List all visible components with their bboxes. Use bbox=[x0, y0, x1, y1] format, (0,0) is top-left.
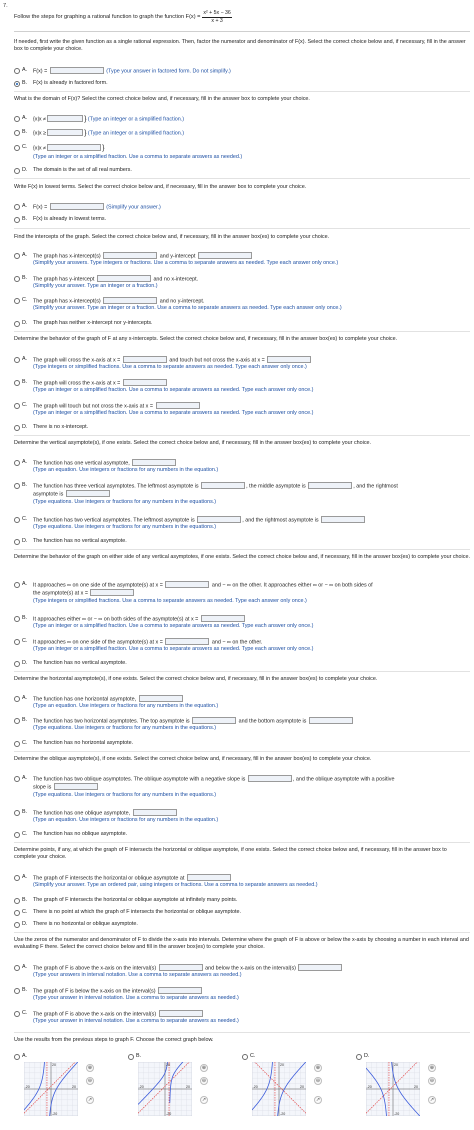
y-max-label: 20 bbox=[394, 1063, 398, 1067]
step1-option-b[interactable]: B. F(x) is already in factored form. bbox=[14, 80, 470, 87]
radio-button[interactable] bbox=[14, 810, 20, 816]
step6-option-a[interactable]: A. The function has one vertical asymptote, (Type an equation. Use integers or fractions for any numbers in the equation.) bbox=[14, 459, 470, 474]
x-max-label: 20 bbox=[186, 1085, 190, 1089]
intro-text: Follow the steps for graphing a rational function to graph the function F(x) = bbox=[14, 13, 201, 20]
step10-option-b[interactable]: B. The graph of F intersects the horizontal or oblique asymptote at infinitely many points. bbox=[14, 897, 470, 904]
radio-button[interactable] bbox=[14, 741, 20, 747]
answer-input[interactable] bbox=[187, 874, 231, 881]
radio-button[interactable] bbox=[14, 380, 20, 386]
answer-input[interactable] bbox=[47, 144, 101, 151]
x-max-label: 20 bbox=[414, 1085, 418, 1089]
divider bbox=[14, 228, 470, 229]
radio-button[interactable] bbox=[14, 875, 20, 881]
radio-button[interactable] bbox=[14, 276, 20, 282]
answer-input[interactable] bbox=[123, 356, 167, 363]
radio-button[interactable] bbox=[14, 204, 20, 210]
answer-input[interactable] bbox=[198, 252, 252, 259]
graph-d bbox=[366, 1062, 420, 1116]
graph-a bbox=[24, 1062, 78, 1116]
header-divider bbox=[14, 31, 470, 32]
answer-input[interactable] bbox=[201, 615, 245, 622]
answer-input[interactable] bbox=[158, 987, 202, 994]
divider bbox=[14, 1032, 470, 1033]
step2-option-c[interactable]: C. {x|x ≠ } (Type an integer or a simplified fraction. Use a comma to separate answers as needed.) bbox=[14, 144, 470, 161]
step9-option-c[interactable]: C. The function has no oblique asymptote. bbox=[14, 831, 470, 838]
radio-button[interactable] bbox=[14, 68, 20, 74]
answer-input[interactable] bbox=[139, 695, 183, 702]
divider bbox=[14, 549, 470, 550]
y-max-label: 20 bbox=[280, 1063, 284, 1067]
answer-input[interactable] bbox=[159, 964, 203, 971]
x-max-label: 20 bbox=[300, 1085, 304, 1089]
answer-input[interactable] bbox=[47, 115, 83, 122]
zoom-out-icon[interactable]: ⊖ bbox=[87, 1077, 93, 1084]
radio-button[interactable] bbox=[14, 832, 20, 838]
radio-button[interactable] bbox=[128, 1054, 134, 1060]
step11-option-a[interactable]: A. The graph of F is above the x-axis on the interval(s) and below the x-axis on the interval(s) (Type your answers in interval notation. Use a comma to separate answers as needed.) bbox=[14, 964, 470, 979]
step5-prompt: Determine the behavior of the graph of F at any x-intercepts. Select the correct choice below and, if necessary, fill in the answer box(es) to complete your choice. bbox=[14, 336, 398, 342]
answer-input[interactable] bbox=[103, 252, 157, 259]
graph-option-b[interactable]: B. 20 -20 20 -20 ⊕ ⊖ ↗ bbox=[128, 1052, 224, 1118]
step4-prompt: Find the intercepts of the graph. Select the correct choice below and, if necessary, fill in the answer box(es) to complete your choice. bbox=[14, 234, 330, 240]
radio-button[interactable] bbox=[14, 321, 20, 327]
answer-input[interactable] bbox=[66, 490, 110, 497]
zoom-in-icon[interactable]: ⊕ bbox=[315, 1064, 321, 1071]
radio-button[interactable] bbox=[14, 661, 20, 667]
radio-button[interactable] bbox=[14, 217, 20, 223]
step4-option-b[interactable]: B. The graph has y-intercept and no x-intercept. (Simplify your answer. Type an integer or a fraction.) bbox=[14, 275, 470, 290]
zoom-in-icon[interactable]: ⊕ bbox=[87, 1064, 93, 1071]
step11-option-c[interactable]: C. The graph of F is above the x-axis on the interval(s) (Type your answer in interval notation. Use a comma to separate answers as needed.) bbox=[14, 1010, 470, 1025]
radio-button[interactable] bbox=[14, 639, 20, 645]
y-min-label: -20 bbox=[280, 1112, 286, 1116]
step11-prompt: Use the zeros of the numerator and denominator of F to divide the x-axis into intervals. Determine where the graph of F is above or below the x-axis by choosing a number in each interval and evaluating F there. Select the correct choice below and fill in the answer box(es) to complete your choice. bbox=[14, 937, 469, 950]
radio-button[interactable] bbox=[14, 922, 20, 928]
step2-option-b[interactable]: B. {x|x ≥ } (Type an integer or a simplified fraction.) bbox=[14, 129, 470, 139]
radio-button[interactable] bbox=[14, 988, 20, 994]
answer-input[interactable] bbox=[159, 1010, 203, 1017]
answer-input[interactable] bbox=[103, 297, 157, 304]
step2-option-a[interactable]: A. {x|x ≠ } (Type an integer or a simplified fraction.) bbox=[14, 115, 470, 125]
radio-button[interactable] bbox=[356, 1054, 362, 1060]
function-fraction bbox=[202, 10, 231, 24]
radio-button[interactable] bbox=[14, 1054, 20, 1060]
step4-option-c[interactable]: C. The graph has x-intercept(s) and no y-intercept. (Simplify your answer. Type an integer or a fraction. Use a comma to separate answers as needed. Type each answer only once.) bbox=[14, 297, 470, 312]
radio-button[interactable] bbox=[14, 517, 20, 523]
radio-button[interactable] bbox=[14, 776, 20, 782]
graph-b bbox=[138, 1062, 192, 1116]
step10-option-d[interactable]: D. There is no horizontal or oblique asymptote. bbox=[14, 921, 470, 928]
divider bbox=[14, 91, 470, 92]
radio-button[interactable] bbox=[14, 965, 20, 971]
step5-option-d[interactable]: D. There is no x-intercept. bbox=[14, 424, 470, 431]
popout-icon[interactable]: ↗ bbox=[315, 1096, 321, 1103]
zoom-out-icon[interactable]: ⊖ bbox=[315, 1077, 321, 1084]
answer-input[interactable] bbox=[309, 717, 353, 724]
answer-input[interactable] bbox=[165, 638, 209, 645]
fraction-denominator: x + 3 bbox=[211, 17, 223, 24]
radio-button[interactable] bbox=[14, 539, 20, 545]
step2-option-d[interactable]: D. The domain is the set of all real numbers. bbox=[14, 167, 470, 174]
answer-input[interactable] bbox=[54, 783, 98, 790]
step7-option-c[interactable]: C. It approaches ∞ on one side of the asymptote(s) at x = and − ∞ on the other. (Type an integer or a simplified fraction. Use a comma to separate answers as needed. Type each answer only once.) bbox=[14, 638, 470, 653]
radio-button[interactable] bbox=[14, 145, 20, 151]
step8-prompt: Determine the horizontal asymptote(s), if one exists. Select the correct choice below and, if necessary, fill in the answer box(es) to complete your choice. bbox=[14, 676, 378, 682]
radio-button[interactable] bbox=[242, 1054, 248, 1060]
x-min-label: -20 bbox=[24, 1085, 30, 1089]
y-max-label: 20 bbox=[166, 1063, 170, 1067]
answer-input[interactable] bbox=[132, 459, 176, 466]
radio-button[interactable] bbox=[14, 298, 20, 304]
zoom-out-icon[interactable]: ⊖ bbox=[429, 1077, 435, 1084]
step9-option-a[interactable]: A. The function has two oblique asymptotes. The oblique asymptote with a negative slope is , and the oblique asymptote with a positive slope is (Type equations. Use integers or fractions for any numbers in the equations.) bbox=[14, 775, 470, 798]
y-min-label: -20 bbox=[394, 1112, 400, 1116]
radio-button[interactable] bbox=[14, 357, 20, 363]
step9-option-b[interactable]: B. The function has one oblique asymptote, (Type an equation. Use integers or fractions for any numbers in the equation.) bbox=[14, 809, 470, 824]
step5-option-c[interactable]: C. The graph will touch but not cross the x-axis at x = (Type an integer or a simplified fraction. Use a comma to separate answers as needed. Type each answer only once.) bbox=[14, 402, 470, 417]
zoom-in-icon[interactable]: ⊕ bbox=[429, 1064, 435, 1071]
answer-input[interactable] bbox=[123, 379, 167, 386]
answer-input[interactable] bbox=[298, 964, 342, 971]
answer-input[interactable] bbox=[156, 402, 200, 409]
step7-option-d[interactable]: D. The function has no vertical asymptote. bbox=[14, 660, 470, 667]
popout-icon[interactable]: ↗ bbox=[87, 1096, 93, 1103]
radio-button[interactable] bbox=[14, 425, 20, 431]
graph-option-a[interactable]: A. 20 -20 20 -20 ⊕ ⊖ ↗ bbox=[14, 1052, 110, 1118]
divider bbox=[14, 435, 470, 436]
step3-option-b[interactable]: B. F(x) is already in lowest terms. bbox=[14, 216, 470, 223]
step5-option-a[interactable]: A. The graph will cross the x-axis at x = and touch but not cross the x-axis at x = (Type integers or simplified fractions. Use a comma to separate answers as needed. Type each answer only once.) bbox=[14, 356, 470, 371]
radio-button[interactable] bbox=[14, 616, 20, 622]
answer-input[interactable] bbox=[50, 67, 104, 74]
answer-input[interactable] bbox=[90, 589, 134, 596]
step3-prompt: Write F(x) in lowest terms. Select the correct choice below and, if necessary, fill in the answer box to complete your choice. bbox=[14, 184, 307, 190]
radio-button[interactable] bbox=[14, 116, 20, 122]
answer-input[interactable] bbox=[47, 129, 83, 136]
radio-button[interactable] bbox=[14, 460, 20, 466]
answer-input[interactable] bbox=[308, 482, 352, 489]
answer-input[interactable] bbox=[267, 356, 311, 363]
divider bbox=[14, 178, 470, 179]
step8-option-a[interactable]: A. The function has one horizontal asymptote, (Type an equation. Use integers or fractions for any numbers in the equation.) bbox=[14, 695, 470, 710]
step8-option-c[interactable]: C. The function has no horizontal asymptote. bbox=[14, 740, 470, 747]
radio-button[interactable] bbox=[14, 483, 20, 489]
answer-input[interactable] bbox=[197, 516, 241, 523]
answer-input[interactable] bbox=[165, 581, 209, 588]
y-min-label: -20 bbox=[166, 1112, 172, 1116]
x-min-label: -20 bbox=[366, 1085, 372, 1089]
answer-input[interactable] bbox=[321, 516, 365, 523]
radio-button-selected[interactable] bbox=[14, 81, 20, 87]
radio-button[interactable] bbox=[14, 898, 20, 904]
radio-button[interactable] bbox=[14, 168, 20, 174]
divider bbox=[14, 331, 470, 332]
graph-option-d[interactable]: D. 20 -20 20 -20 ⊕ ⊖ ↗ bbox=[356, 1052, 452, 1118]
step1-prompt: If needed, first write the given function as a single rational expression. Then, factor the numerator and denominator of F(x). Select the correct choice below and, if necessary, fill in the answer box to complete your choice. bbox=[14, 39, 466, 52]
radio-button[interactable] bbox=[14, 910, 20, 916]
graph-c bbox=[252, 1062, 306, 1116]
y-min-label: -20 bbox=[52, 1112, 58, 1116]
step3-option-a[interactable]: A. F(x) = (Simplify your answer.) bbox=[14, 203, 470, 211]
divider bbox=[14, 932, 470, 933]
answer-input[interactable] bbox=[133, 809, 177, 816]
step1-option-a[interactable]: A. F(x) = (Type your answer in factored form. Do not simplify.) bbox=[14, 67, 470, 75]
step4-option-d[interactable]: D. The graph has neither x-intercept nor y-intercepts. bbox=[14, 320, 470, 327]
step5-option-b[interactable]: B. The graph will cross the x-axis at x = (Type an integer or a simplified fraction. Use a comma to separate answers as needed. Type each answer only once.) bbox=[14, 379, 470, 394]
step6-option-d[interactable]: D. The function has no vertical asymptote. bbox=[14, 538, 470, 545]
step7-option-a[interactable]: A. It approaches ∞ on one side of the asymptote(s) at x = and − ∞ on the other. It approaches either ∞ or − ∞ on both sides of the asymptote(s) at x = (Type integers or simplified fractions. Use a comma to separate answers as needed. Type each answer only once.) bbox=[14, 581, 470, 604]
zoom-in-icon[interactable]: ⊕ bbox=[201, 1064, 207, 1071]
answer-input[interactable] bbox=[50, 203, 104, 210]
radio-button[interactable] bbox=[14, 403, 20, 409]
step6-option-c[interactable]: C. The function has two vertical asymptotes. The leftmost asymptote is , and the rightmost asymptote is (Type equations. Use integers or fractions for any numbers in the equations.) bbox=[14, 516, 470, 531]
x-min-label: -20 bbox=[138, 1085, 144, 1089]
radio-button[interactable] bbox=[14, 718, 20, 724]
divider bbox=[14, 751, 470, 752]
radio-button[interactable] bbox=[14, 253, 20, 259]
step12-prompt: Use the results from the previous steps to graph F. Choose the correct graph below. bbox=[14, 1037, 214, 1043]
graph-options bbox=[14, 1052, 470, 1118]
question-intro bbox=[14, 10, 469, 24]
answer-input[interactable] bbox=[248, 775, 292, 782]
step6-prompt: Determine the vertical asymptote(s), if one exists. Select the correct choice below and, if necessary, fill in the answer box(es) to complete your choice. bbox=[14, 440, 372, 446]
step10-prompt: Determine points, if any, at which the graph of F intersects the horizontal or oblique asymptote, if one exists. Select the correct choice below and, if necessary, fill in the answer box to complete your choice. bbox=[14, 847, 447, 860]
popout-icon[interactable]: ↗ bbox=[429, 1096, 435, 1103]
answer-input[interactable] bbox=[192, 717, 236, 724]
x-max-label: 20 bbox=[72, 1085, 76, 1089]
question-number: 7. bbox=[3, 3, 8, 9]
step7-prompt: Determine the behavior of the graph on either side of any vertical asymptotes, if one exists. Select the correct choice below and, if necessary, fill in the answer box(es) to complete your choice. bbox=[14, 554, 470, 560]
step8-option-b[interactable]: B. The function has two horizontal asymptotes. The top asymptote is and the bottom asymptote is (Type equations. Use integers or fractions for any numbers in the equations.) bbox=[14, 717, 470, 732]
radio-button[interactable] bbox=[14, 582, 20, 588]
step2-prompt: What is the domain of F(x)? Select the correct choice below and, if necessary, fill in the answer box to complete your choice. bbox=[14, 96, 310, 102]
popout-icon[interactable]: ↗ bbox=[201, 1096, 207, 1103]
radio-button[interactable] bbox=[14, 1011, 20, 1017]
answer-input[interactable] bbox=[97, 275, 151, 282]
fraction-numerator: x² + 5x − 36 bbox=[203, 10, 231, 16]
radio-button[interactable] bbox=[14, 696, 20, 702]
divider bbox=[14, 671, 470, 672]
step4-option-a[interactable]: A. The graph has x-intercept(s) and y-intercept (Simplify your answers. Type integers or fractions. Use a comma to separate answers as needed. Type each answer only once.) bbox=[14, 252, 470, 267]
step6-option-b[interactable]: B. The function has three vertical asymptotes. The leftmost asymptote is , the middle asymptote is , and the rightmost asymptote is (Type equations. Use integers or fractions for any numbers in the equations.) bbox=[14, 482, 470, 505]
step9-prompt: Determine the oblique asymptote(s), if one exists. Select the correct choice below and, if necessary, fill in the answer box(es) to complete your choice. bbox=[14, 756, 372, 762]
step7-option-b[interactable]: B. It approaches either ∞ or − ∞ on both sides of the asymptote(s) at x = (Type an integer or a simplified fraction. Use a comma to separate answers as needed. Type each answer only once.) bbox=[14, 615, 470, 630]
y-max-label: 20 bbox=[52, 1063, 56, 1067]
x-min-label: -20 bbox=[252, 1085, 258, 1089]
step11-option-b[interactable]: B. The graph of F is below the x-axis on the interval(s) (Type your answer in interval notation. Use a comma to separate answers as needed.) bbox=[14, 987, 470, 1002]
step10-option-c[interactable]: C. There is no point at which the graph of F intersects the horizontal or oblique asymptote. bbox=[14, 909, 470, 916]
divider bbox=[14, 842, 470, 843]
step10-option-a[interactable]: A. The graph of F intersects the horizontal or oblique asymptote at (Simplify your answer. Type an ordered pair, using integers or fractions. Use a comma to separate answers as needed.) bbox=[14, 874, 470, 889]
zoom-out-icon[interactable]: ⊖ bbox=[201, 1077, 207, 1084]
answer-input[interactable] bbox=[201, 482, 245, 489]
radio-button[interactable] bbox=[14, 130, 20, 136]
graph-option-c[interactable]: C. 20 -20 20 -20 ⊕ ⊖ ↗ bbox=[242, 1052, 338, 1118]
